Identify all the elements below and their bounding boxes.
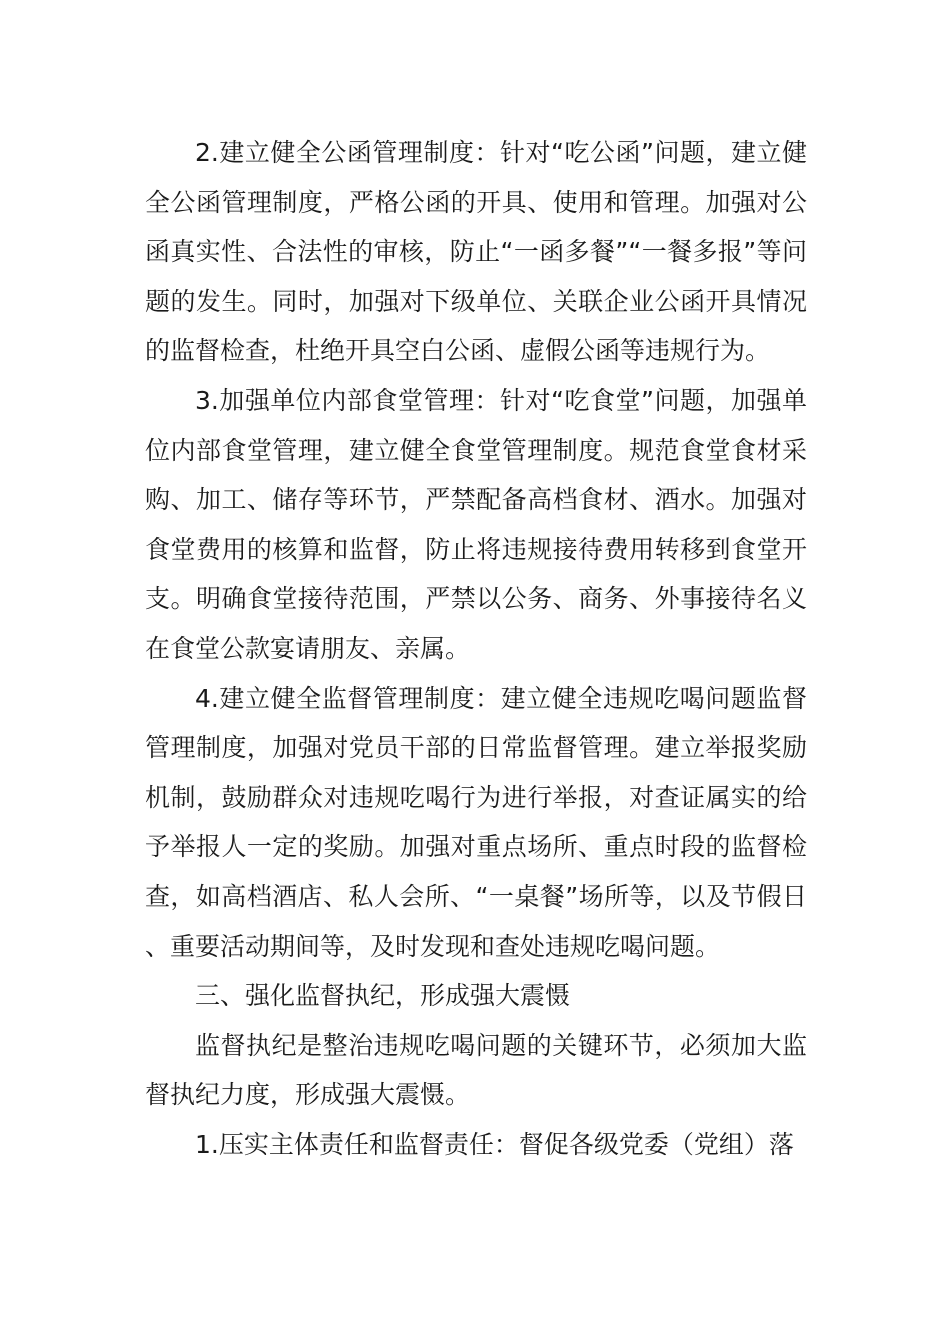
paragraph-canteen-management: 3.加强单位内部食堂管理：针对“吃食堂”问题，加强单位内部食堂管理，建立健全食堂管理制度。规范食堂食材采购、加工、储存等环节，严禁配备高档食材、酒水。加强对食堂费用的核算和监督，防止将违规接待费用转移到食堂开支。明确食堂接待范围，严禁以公务、商务、外事接待名义在食堂公款宴请朋友、亲属。 — [145, 385, 807, 663]
paragraph-supervision-system: 4.建立健全监督管理制度：建立健全违规吃喝问题监督管理制度，加强对党员干部的日常监督管理。建立举报奖励机制，鼓励群众对违规吃喝行为进行举报，对查证属实的给予举报人一定的奖励。加强对重点场所、重点时段的监督检查，如高档酒店、私人会所、“一桌餐”场所等，以及节假日、重要活动期间等，及时发现和查处违规吃喝问题。 — [145, 683, 807, 961]
document-body — [145, 128, 807, 1169]
paragraph-official-letter-management: 2.建立健全公函管理制度：针对“吃公函”问题，建立健全公函管理制度，严格公函的开具、使用和管理。加强对公函真实性、合法性的审核，防止“一函多餐”“一餐多报”等问题的发生。同时，加强对下级单位、关联企业公函开具情况的监督检查，杜绝开具空白公函、虚假公函等违规行为。 — [145, 138, 807, 366]
paragraph-discipline-intro: 监督执纪是整治违规吃喝问题的关键环节，必须加大监督执纪力度，形成强大震慑。 — [145, 1030, 807, 1110]
section-heading-discipline: 三、强化监督执纪，形成强大震慑 — [195, 981, 571, 1011]
paragraph-responsibility: 1.压实主体责任和监督责任：督促各级党委（党组）落 — [195, 1129, 794, 1159]
